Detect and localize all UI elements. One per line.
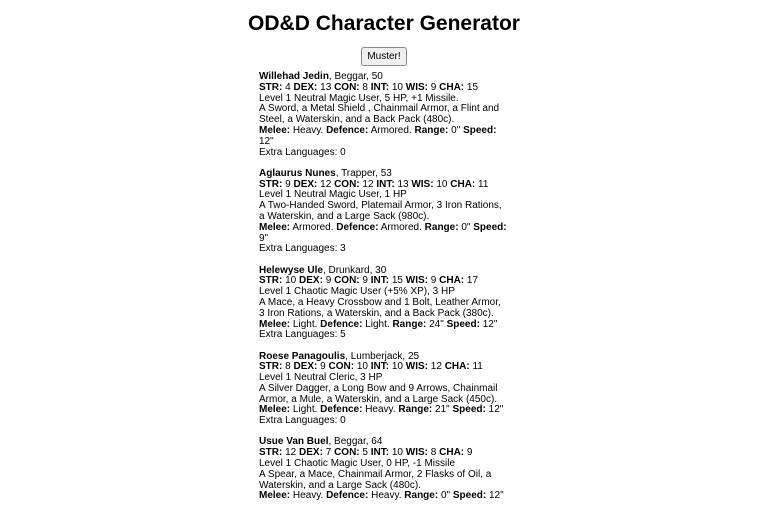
- speed-label: Speed:: [452, 404, 486, 416]
- stat-label-int: INT:: [370, 275, 390, 287]
- defence-value: Heavy.: [365, 404, 396, 416]
- extra-languages-value: 3: [340, 243, 346, 255]
- range-label: Range:: [414, 124, 449, 136]
- character-name: Roese Panagoulis: [259, 350, 346, 362]
- defence-label: Defence:: [320, 404, 363, 416]
- stat-value-wis: 9: [430, 275, 437, 287]
- range-value: 0": [440, 490, 451, 502]
- stat-value-cha: 11: [478, 178, 489, 190]
- stat-label-wis: WIS:: [405, 361, 428, 373]
- stat-label-str: STR:: [259, 178, 283, 190]
- stat-label-con: CON:: [328, 361, 355, 373]
- stat-value-dex: 7: [325, 447, 332, 459]
- stat-value-str: 8: [285, 361, 291, 373]
- character-entry: [259, 169, 509, 255]
- stat-label-dex: DEX:: [293, 178, 318, 190]
- stat-value-wis: 9: [430, 81, 437, 93]
- stat-value-wis: 8: [430, 447, 437, 459]
- stat-label-int: INT:: [376, 178, 395, 190]
- stat-label-wis: WIS:: [405, 81, 428, 93]
- stat-value-wis: 10: [436, 178, 448, 190]
- stat-label-int: INT:: [370, 447, 390, 459]
- defence-label: Defence:: [326, 124, 369, 136]
- muster-button[interactable]: Muster!: [361, 47, 406, 66]
- character-name: Helewyse Ule: [259, 264, 323, 276]
- range-value: 0": [451, 124, 461, 136]
- stat-value-cha: 11: [472, 361, 483, 373]
- defence-label: Defence:: [326, 490, 369, 502]
- extra-languages-label: Extra Languages:: [259, 415, 338, 427]
- character-combat: [259, 223, 509, 245]
- stat-value-cha: 9: [466, 447, 473, 459]
- speed-value: 12": [259, 135, 274, 147]
- melee-value: Light.: [292, 404, 318, 416]
- stat-label-cha: CHA:: [444, 361, 470, 373]
- stat-label-dex: DEX:: [293, 361, 318, 373]
- defence-value: Armored.: [380, 221, 422, 233]
- stat-value-int: 10: [391, 447, 403, 459]
- range-value: 24": [429, 318, 444, 330]
- defence-value: Light.: [365, 318, 390, 330]
- character-entry: [259, 72, 509, 158]
- stat-value-dex: 9: [320, 361, 326, 373]
- melee-label: Melee:: [259, 404, 291, 416]
- character-list: [259, 72, 509, 513]
- character-background: , Beggar, 64: [328, 436, 383, 448]
- character-background: , Beggar, 50: [328, 71, 383, 82]
- range-label: Range:: [404, 490, 439, 502]
- character-languages: [259, 244, 509, 255]
- stat-value-int: 10: [391, 361, 403, 373]
- speed-value: 12": [488, 404, 504, 416]
- character-level: Level 1 Chaotic Magic User (+5% XP), 3 HP: [259, 286, 455, 298]
- speed-label: Speed:: [463, 124, 497, 136]
- stat-value-con: 12: [362, 178, 374, 190]
- character-equipment: A Two-Handed Sword, Platemail Armor, 3 Iron Rations, a Waterskin, and a Large Sack (980c).: [259, 200, 502, 222]
- extra-languages-label: Extra Languages:: [259, 329, 338, 341]
- defence-label: Defence:: [336, 221, 379, 233]
- stat-value-cha: 15: [466, 81, 479, 93]
- melee-value: Armored.: [292, 221, 334, 233]
- stat-value-int: 13: [397, 178, 409, 190]
- stat-label-con: CON:: [334, 178, 360, 190]
- character-entry: [259, 437, 509, 502]
- extra-languages-label: Extra Languages:: [259, 146, 338, 158]
- stat-value-str: 10: [285, 275, 297, 287]
- character-background: , Lumberjack, 25: [345, 350, 420, 362]
- speed-value: 9": [259, 232, 269, 244]
- speed-label: Speed:: [446, 318, 480, 330]
- stat-value-dex: 12: [320, 178, 332, 190]
- stat-label-int: INT:: [370, 81, 390, 93]
- page-title: OD&D Character Generator: [248, 12, 520, 35]
- stat-value-con: 5: [362, 447, 368, 459]
- stat-label-wis: WIS:: [405, 447, 428, 459]
- stat-label-wis: WIS:: [405, 275, 428, 287]
- stat-value-dex: 13: [320, 81, 332, 93]
- melee-label: Melee:: [259, 490, 291, 502]
- range-label: Range:: [424, 221, 459, 233]
- button-row: [0, 46, 768, 66]
- stat-value-con: 8: [362, 81, 368, 93]
- character-name: Usue Van Buel: [259, 436, 329, 448]
- stat-label-cha: CHA:: [450, 178, 476, 190]
- stat-label-con: CON:: [334, 447, 360, 459]
- stat-label-int: INT:: [370, 361, 390, 373]
- character-languages: [259, 416, 509, 427]
- speed-value: 12": [482, 318, 498, 330]
- stat-value-int: 15: [391, 275, 403, 287]
- speed-label: Speed:: [452, 490, 487, 502]
- character-background: , Trapper, 53: [335, 167, 392, 179]
- stat-value-str: 9: [285, 178, 291, 190]
- character-equipment: A Spear, a Mace, Chainmail Armor, 2 Flasks of Oil, a Waterskin, and a Large Sack (480c).: [259, 468, 492, 491]
- melee-value: Heavy.: [292, 124, 324, 136]
- speed-label: Speed:: [473, 221, 507, 233]
- range-value: 0": [461, 221, 471, 233]
- character-level: Level 1 Chaotic Magic User, 0 HP, -1 Missile: [259, 458, 456, 470]
- character-name: Aglaurus Nunes: [259, 167, 336, 179]
- character-level: Level 1 Neutral Magic User, 5 HP, +1 Missile.: [259, 92, 459, 104]
- stat-value-int: 10: [391, 81, 403, 93]
- melee-label: Melee:: [259, 318, 291, 330]
- character-equipment: A Mace, a Heavy Crossbow and 1 Bolt, Leather Armor, 3 Iron Rations, a Waterskin, and a Back Pack (380c).: [259, 296, 501, 319]
- defence-value: Armored.: [370, 124, 412, 136]
- extra-languages-label: Extra Languages:: [259, 243, 338, 255]
- defence-label: Defence:: [320, 318, 363, 330]
- defence-value: Heavy.: [371, 490, 402, 502]
- stat-value-con: 10: [356, 361, 368, 373]
- stat-label-str: STR:: [259, 447, 283, 459]
- character-level: Level 1 Neutral Magic User, 1 HP: [259, 189, 407, 201]
- character-combat: [259, 126, 509, 148]
- range-label: Range:: [392, 318, 427, 330]
- stat-label-str: STR:: [259, 361, 283, 373]
- stat-label-str: STR:: [259, 275, 283, 287]
- character-equipment: A Silver Dagger, a Long Bow and 9 Arrows, Chainmail Armor, a Mule, a Waterskin, and a Large Sack (450c).: [259, 382, 498, 405]
- speed-value: 12": [489, 490, 504, 502]
- stat-label-cha: CHA:: [439, 275, 465, 287]
- stat-label-con: CON:: [334, 81, 360, 93]
- character-entry: [259, 266, 509, 342]
- melee-label: Melee:: [259, 221, 291, 233]
- stat-label-cha: CHA:: [439, 81, 465, 93]
- range-label: Range:: [398, 404, 433, 416]
- extra-languages-value: 0: [340, 146, 346, 158]
- melee-value: Heavy.: [292, 490, 324, 502]
- melee-value: Light.: [292, 318, 318, 330]
- melee-label: Melee:: [259, 124, 291, 136]
- stat-value-dex: 9: [325, 275, 332, 287]
- stat-label-dex: DEX:: [293, 81, 318, 93]
- stat-value-con: 9: [362, 275, 368, 287]
- extra-languages-value: 5: [340, 329, 346, 341]
- stat-label-wis: WIS:: [411, 178, 434, 190]
- character-background: , Drunkard, 30: [322, 264, 387, 276]
- stat-label-dex: DEX:: [299, 447, 323, 459]
- character-name: Willehad Jedin: [259, 71, 329, 82]
- stat-label-dex: DEX:: [299, 275, 323, 287]
- stat-label-cha: CHA:: [439, 447, 465, 459]
- extra-languages-value: 0: [340, 415, 346, 427]
- character-languages: [259, 148, 509, 159]
- stat-label-str: STR:: [259, 81, 283, 93]
- stat-value-str: 4: [285, 81, 291, 93]
- character-languages: [259, 330, 509, 341]
- stat-value-cha: 17: [466, 275, 479, 287]
- range-value: 21": [435, 404, 450, 416]
- character-equipment: A Sword, a Metal Shield , Chainmail Armor, a Flint and Steel, a Waterskin, and a Back Pack (480c).: [259, 103, 500, 126]
- character-combat: [259, 491, 509, 502]
- character-level: Level 1 Neutral Cleric, 3 HP: [259, 372, 383, 384]
- character-entry: [259, 352, 509, 428]
- stat-value-str: 12: [285, 447, 297, 459]
- character-stats: [259, 83, 509, 94]
- stat-value-wis: 12: [430, 361, 442, 373]
- stat-label-con: CON:: [334, 275, 360, 287]
